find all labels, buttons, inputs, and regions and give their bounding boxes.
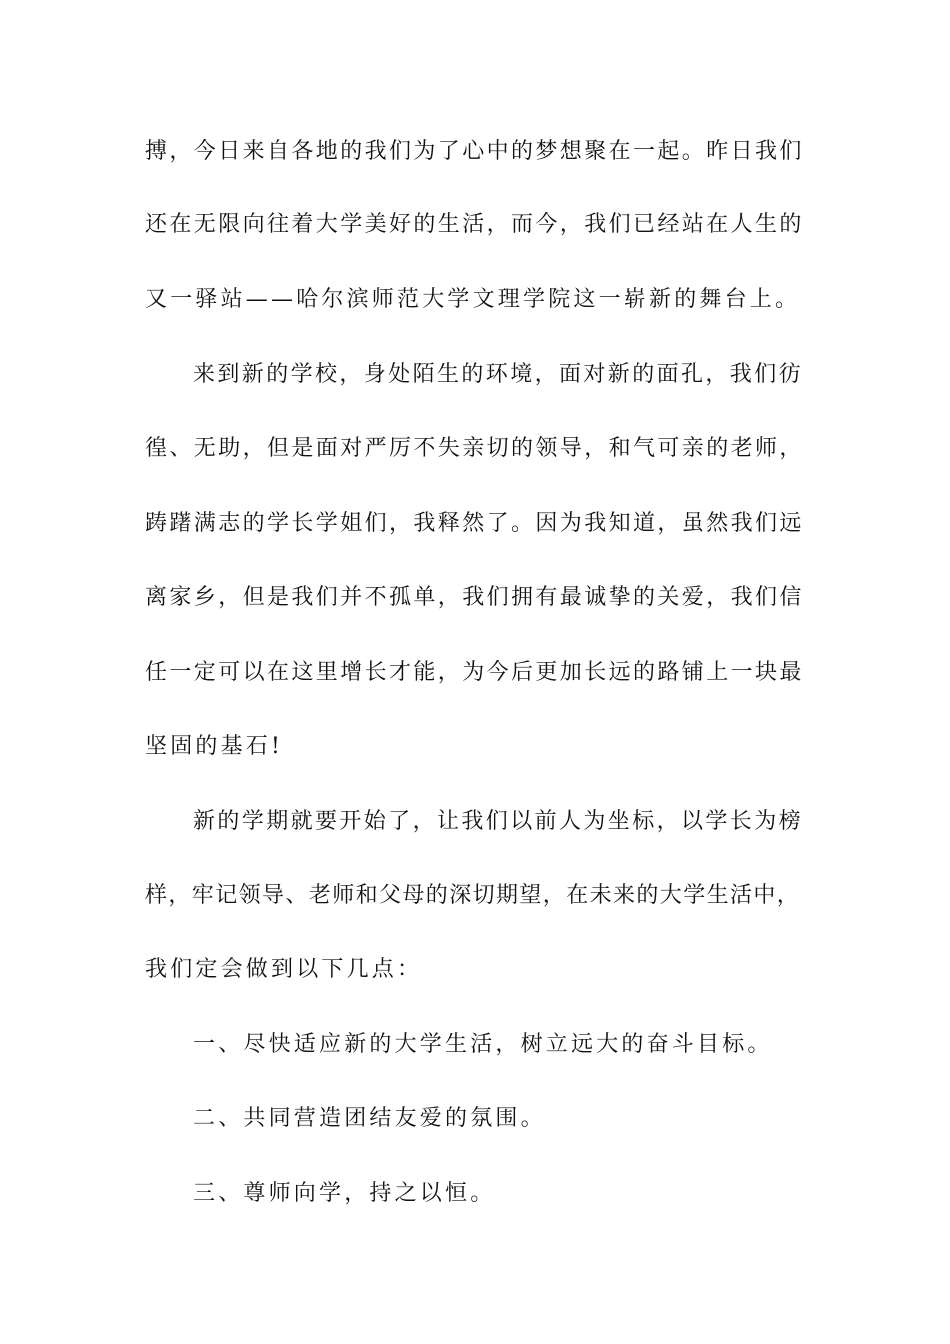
paragraph-line: 来到新的学校，身处陌生的环境，面对新的面孔，我们彷 [193, 362, 804, 387]
paragraph-line: 坚固的基石! [145, 734, 284, 759]
paragraph-line: 新的学期就要开始了，让我们以前人为坐标，以学长为榜 [193, 809, 804, 834]
paragraph-line: 任一定可以在这里增长才能，为今后更加长远的路铺上一块最 [145, 660, 804, 685]
paragraph-line: 徨、无助，但是面对严厉不失亲切的领导，和气可亲的老师， [145, 436, 804, 461]
paragraph-line: 踌躇满志的学长学姐们，我释然了。因为我知道，虽然我们远 [145, 511, 804, 536]
paragraph-line: 又一驿站——哈尔滨师范大学文理学院这一崭新的舞台上。 [145, 287, 801, 312]
list-item: 一、尽快适应新的大学生活，树立远大的奋斗目标。 [193, 1032, 773, 1057]
list-item: 二、共同营造团结友爱的氛围。 [193, 1106, 546, 1131]
paragraph-line: 离家乡，但是我们并不孤单，我们拥有最诚挚的关爱，我们信 [145, 585, 804, 610]
paragraph-line: 搏，今日来自各地的我们为了心中的梦想聚在一起。昨日我们 [145, 139, 804, 164]
list-item: 三、尊师向学，持之以恒。 [193, 1181, 496, 1206]
paragraph-line: 样，牢记领导、老师和父母的深切期望，在未来的大学生活中， [145, 883, 801, 908]
paragraph-line: 还在无限向往着大学美好的生活，而今，我们已经站在人生的 [145, 212, 804, 237]
paragraph-line: 我们定会做到以下几点： [145, 957, 423, 982]
